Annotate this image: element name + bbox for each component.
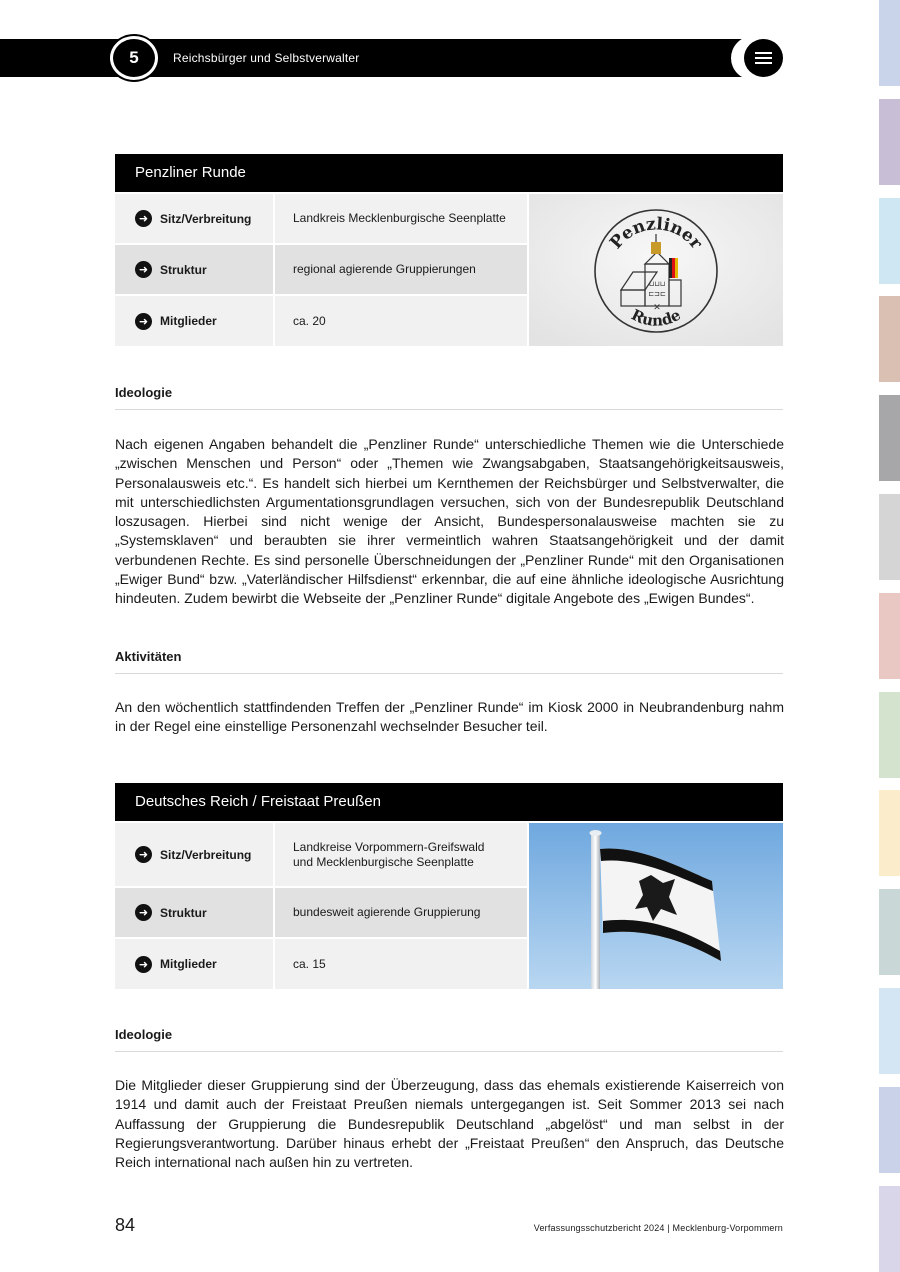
info-value: ca. 15 [275,939,527,989]
chapter-tab-11[interactable] [879,988,900,1074]
arrow-right-icon: ➜ [135,210,152,227]
penzliner-runde-logo-image [529,192,783,346]
info-value [275,823,527,886]
info-label: Sitz/Verbreitung [160,211,252,226]
info-label: Struktur [160,262,207,277]
chapter-tab-9[interactable] [879,790,900,876]
info-row-struktur [115,886,527,937]
chapter-tab-8[interactable] [879,692,900,778]
info-value: bundesweit agierende Gruppierung [275,888,527,937]
section-heading-aktivitaeten: Aktivitäten [115,649,783,674]
arrow-right-icon: ➜ [135,261,152,278]
ideology-paragraph-2: Die Mitglieder dieser Gruppierung sind der Überzeugung, dass das ehemals existierende Kaiserreich von 1914 und damit auch der Freistaat Preußen niemals untergegangen ist. Seit Sommer 2013 sei nach Auffassung der Gruppierung die Bundesrepublik Deutschland „abgelöst“ und man selbst in der Regierungsverantwortung. Darüber hinaus erhebt der „Freistaat Preußen“ den Anspruch, das Deutsche Reich international nach außen hin zu vertreten. [115,1077,784,1171]
svg-text:Penzliner: Penzliner [606,214,707,254]
group-title: Deutsches Reich / Freistaat Preußen [115,783,783,821]
arrow-right-icon: ➜ [135,904,152,921]
hamburger-menu-icon-line [755,62,772,64]
group-info-table-penzliner [115,154,783,346]
group-info-table-preussen [115,783,783,989]
info-label-cell [115,823,273,886]
flag-icon [529,823,783,989]
chapter-tab-10[interactable] [879,889,900,975]
chapter-tab-4[interactable] [879,296,900,382]
info-value-line: Landkreise Vorpommern-Greifswald [293,839,485,854]
chapter-tab-7[interactable] [879,593,900,679]
svg-text:⊏⊐⊏: ⊏⊐⊏ [648,290,666,298]
info-value-line: und Mecklenburgische Seenplatte [293,854,474,869]
info-label: Mitglieder [160,314,217,328]
chapter-title: Reichsbürger und Selbstverwalter [173,51,360,65]
arrow-right-icon: ➜ [135,956,152,973]
menu-button[interactable] [744,39,783,77]
info-value: Landkreis Mecklenburgische Seenplatte [275,194,527,243]
chapter-tab-6[interactable] [879,494,900,580]
page-number: 84 [115,1215,136,1235]
activities-paragraph: An den wöchentlich stattfindenden Treffen der „Penzliner Runde“ im Kiosk 2000 in Neubrandenburg nahm in der Regel eine einstellige Personenzahl wechselnder Besucher teil. [115,699,784,735]
chapter-number-badge: 5 [110,36,158,80]
svg-text:✕: ✕ [653,303,661,313]
info-label: Mitglieder [160,957,217,971]
info-row-struktur [115,243,527,294]
arrow-right-icon: ➜ [135,313,152,330]
info-row-mitglieder [115,294,527,346]
prussia-flag-image [529,821,783,989]
info-label-cell [115,939,273,989]
info-value: ca. 20 [275,296,527,346]
info-label: Sitz/Verbreitung [160,847,252,862]
info-label-cell [115,245,273,294]
section-heading-ideologie-2: Ideologie [115,1027,783,1052]
chapter-tab-1[interactable] [879,0,900,86]
arrow-right-icon: ➜ [135,846,152,863]
penzliner-logo-icon [529,194,783,346]
info-row-sitz [115,821,527,886]
chapter-tab-5[interactable] [879,395,900,481]
group-title: Penzliner Runde [115,154,783,192]
info-label: Struktur [160,905,207,920]
info-label-cell [115,888,273,937]
chapter-tab-3[interactable] [879,198,900,284]
svg-text:Runde: Runde [628,305,684,330]
chapter-tab-2[interactable] [879,99,900,185]
info-row-sitz [115,192,527,243]
info-row-mitglieder [115,937,527,989]
svg-text:⊔⊔⊔: ⊔⊔⊔ [648,280,666,288]
info-label-cell [115,194,273,243]
publication-footer: Verfassungsschutzbericht 2024 | Mecklenburg-Vorpommern [533,1223,783,1233]
info-label-cell [115,296,273,346]
info-value: regional agierende Gruppierungen [275,245,527,294]
hamburger-menu-icon [755,52,772,54]
chapter-tab-13[interactable] [879,1186,900,1272]
chapter-tab-12[interactable] [879,1087,900,1173]
section-heading-ideologie-1: Ideologie [115,385,783,410]
hamburger-menu-icon-line [755,57,772,59]
ideology-paragraph-1: Nach eigenen Angaben behandelt die „Penzliner Runde“ unterschiedliche Themen wie die Unterschiede „zwischen Menschen und Person“ oder „Themen wie Zwangsabgaben, Staatsangehörigkeitsausweis, Personalausweis etc.“. Es handelt sich hierbei um Kernthemen der Reichsbürger und Selbstverwalter, die mit unterschiedlichsten Argumentationsgrundlagen versuchen, sich von der Bundesrepublik Deutschland loszusagen. Hierbei sind nicht wenige der Ansicht, Bundespersonalausweise machten sie zu „Systemsklaven“ und beraubten sie ihrer vermeintlich wahren Staatsangehörigkeit und der damit verbundenen Rechte. Es sind personelle Überschneidungen der „Penzliner Runde“ mit den Organisationen „Ewiger Bund“ bzw. „Vaterländischer Hilfsdienst“ erkennbar, die auf eine ähnliche ideologische Ausrichtung hindeuten. Zudem bewirbt die Webseite der „Penzliner Runde“ digitale Angebote des „Ewigen Bundes“. [115,436,784,607]
